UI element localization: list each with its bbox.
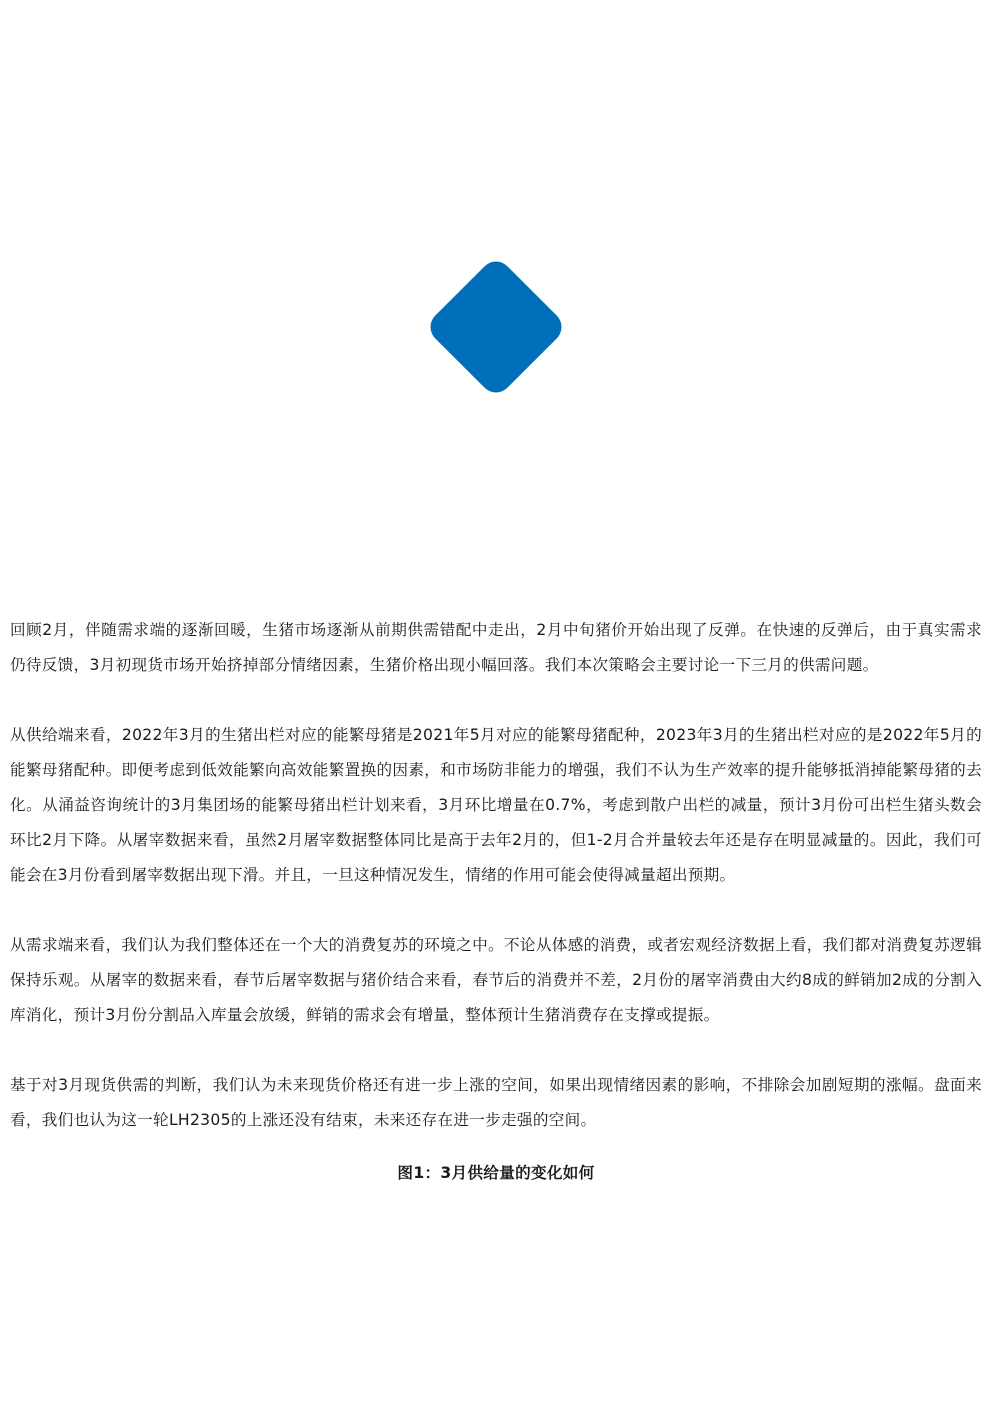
diamond-shape — [424, 255, 568, 399]
paragraph-demand-side: 从需求端来看，我们认为我们整体还在一个大的消费复苏的环境之中。不论从体感的消费，或者宏观经济数据上看，我们都对消费复苏逻辑保持乐观。从屠宰的数据来看，春节后屠宰数据与猪价结合来看，春节后的消费并不差，2月份的屠宰消费由大约8成的鲜销加2成的分割入库消化，预计3月份分割品入库量会放缓，鲜销的需求会有增量，整体预计生猪消费存在支撑或提振。 — [10, 936, 982, 1024]
rounded-diamond-icon — [424, 255, 568, 399]
paragraph-conclusion: 基于对3月现货供需的判断，我们认为未来现货价格还有进一步上涨的空间，如果出现情绪因素的影响，不排除会加剧短期的涨幅。盘面来看，我们也认为这一轮LH2305的上涨还没有结束，未来还存在进一步走强的空间。 — [10, 1076, 982, 1129]
paragraph-review-february: 回顾2月，伴随需求端的逐渐回暖，生猪市场逐渐从前期供需错配中走出，2月中旬猪价开始出现了反弹。在快速的反弹后，由于真实需求仍待反馈，3月初现货市场开始挤掉部分情绪因素，生猪价格出现小幅回落。我们本次策略会主要讨论一下三月的供需问题。 — [10, 621, 982, 674]
paragraph-supply-side: 从供给端来看，2022年3月的生猪出栏对应的能繁母猪是2021年5月对应的能繁母猪配种，2023年3月的生猪出栏对应的是2022年5月的能繁母猪配种。即便考虑到低效能繁向高效能繁置换的因素，和市场防非能力的增强，我们不认为生产效率的提升能够抵消掉能繁母猪的去化。从涌益咨询统计的3月集团场的能繁母猪出栏计划来看，3月环比增量在0.7%，考虑到散户出栏的减量，预计3月份可出栏生猪头数会环比2月下降。从屠宰数据来看，虽然2月屠宰数据整体同比是高于去年2月的，但1-2月合并量较去年还是存在明显减量的。因此，我们可能会在3月份看到屠宰数据出现下滑。并且，一旦这种情况发生，情绪的作用可能会使得减量超出预期。 — [10, 726, 982, 884]
figure-caption: 图1：3月供给量的变化如何 — [397, 1164, 595, 1182]
article-body — [10, 613, 982, 1208]
logo — [424, 255, 568, 399]
